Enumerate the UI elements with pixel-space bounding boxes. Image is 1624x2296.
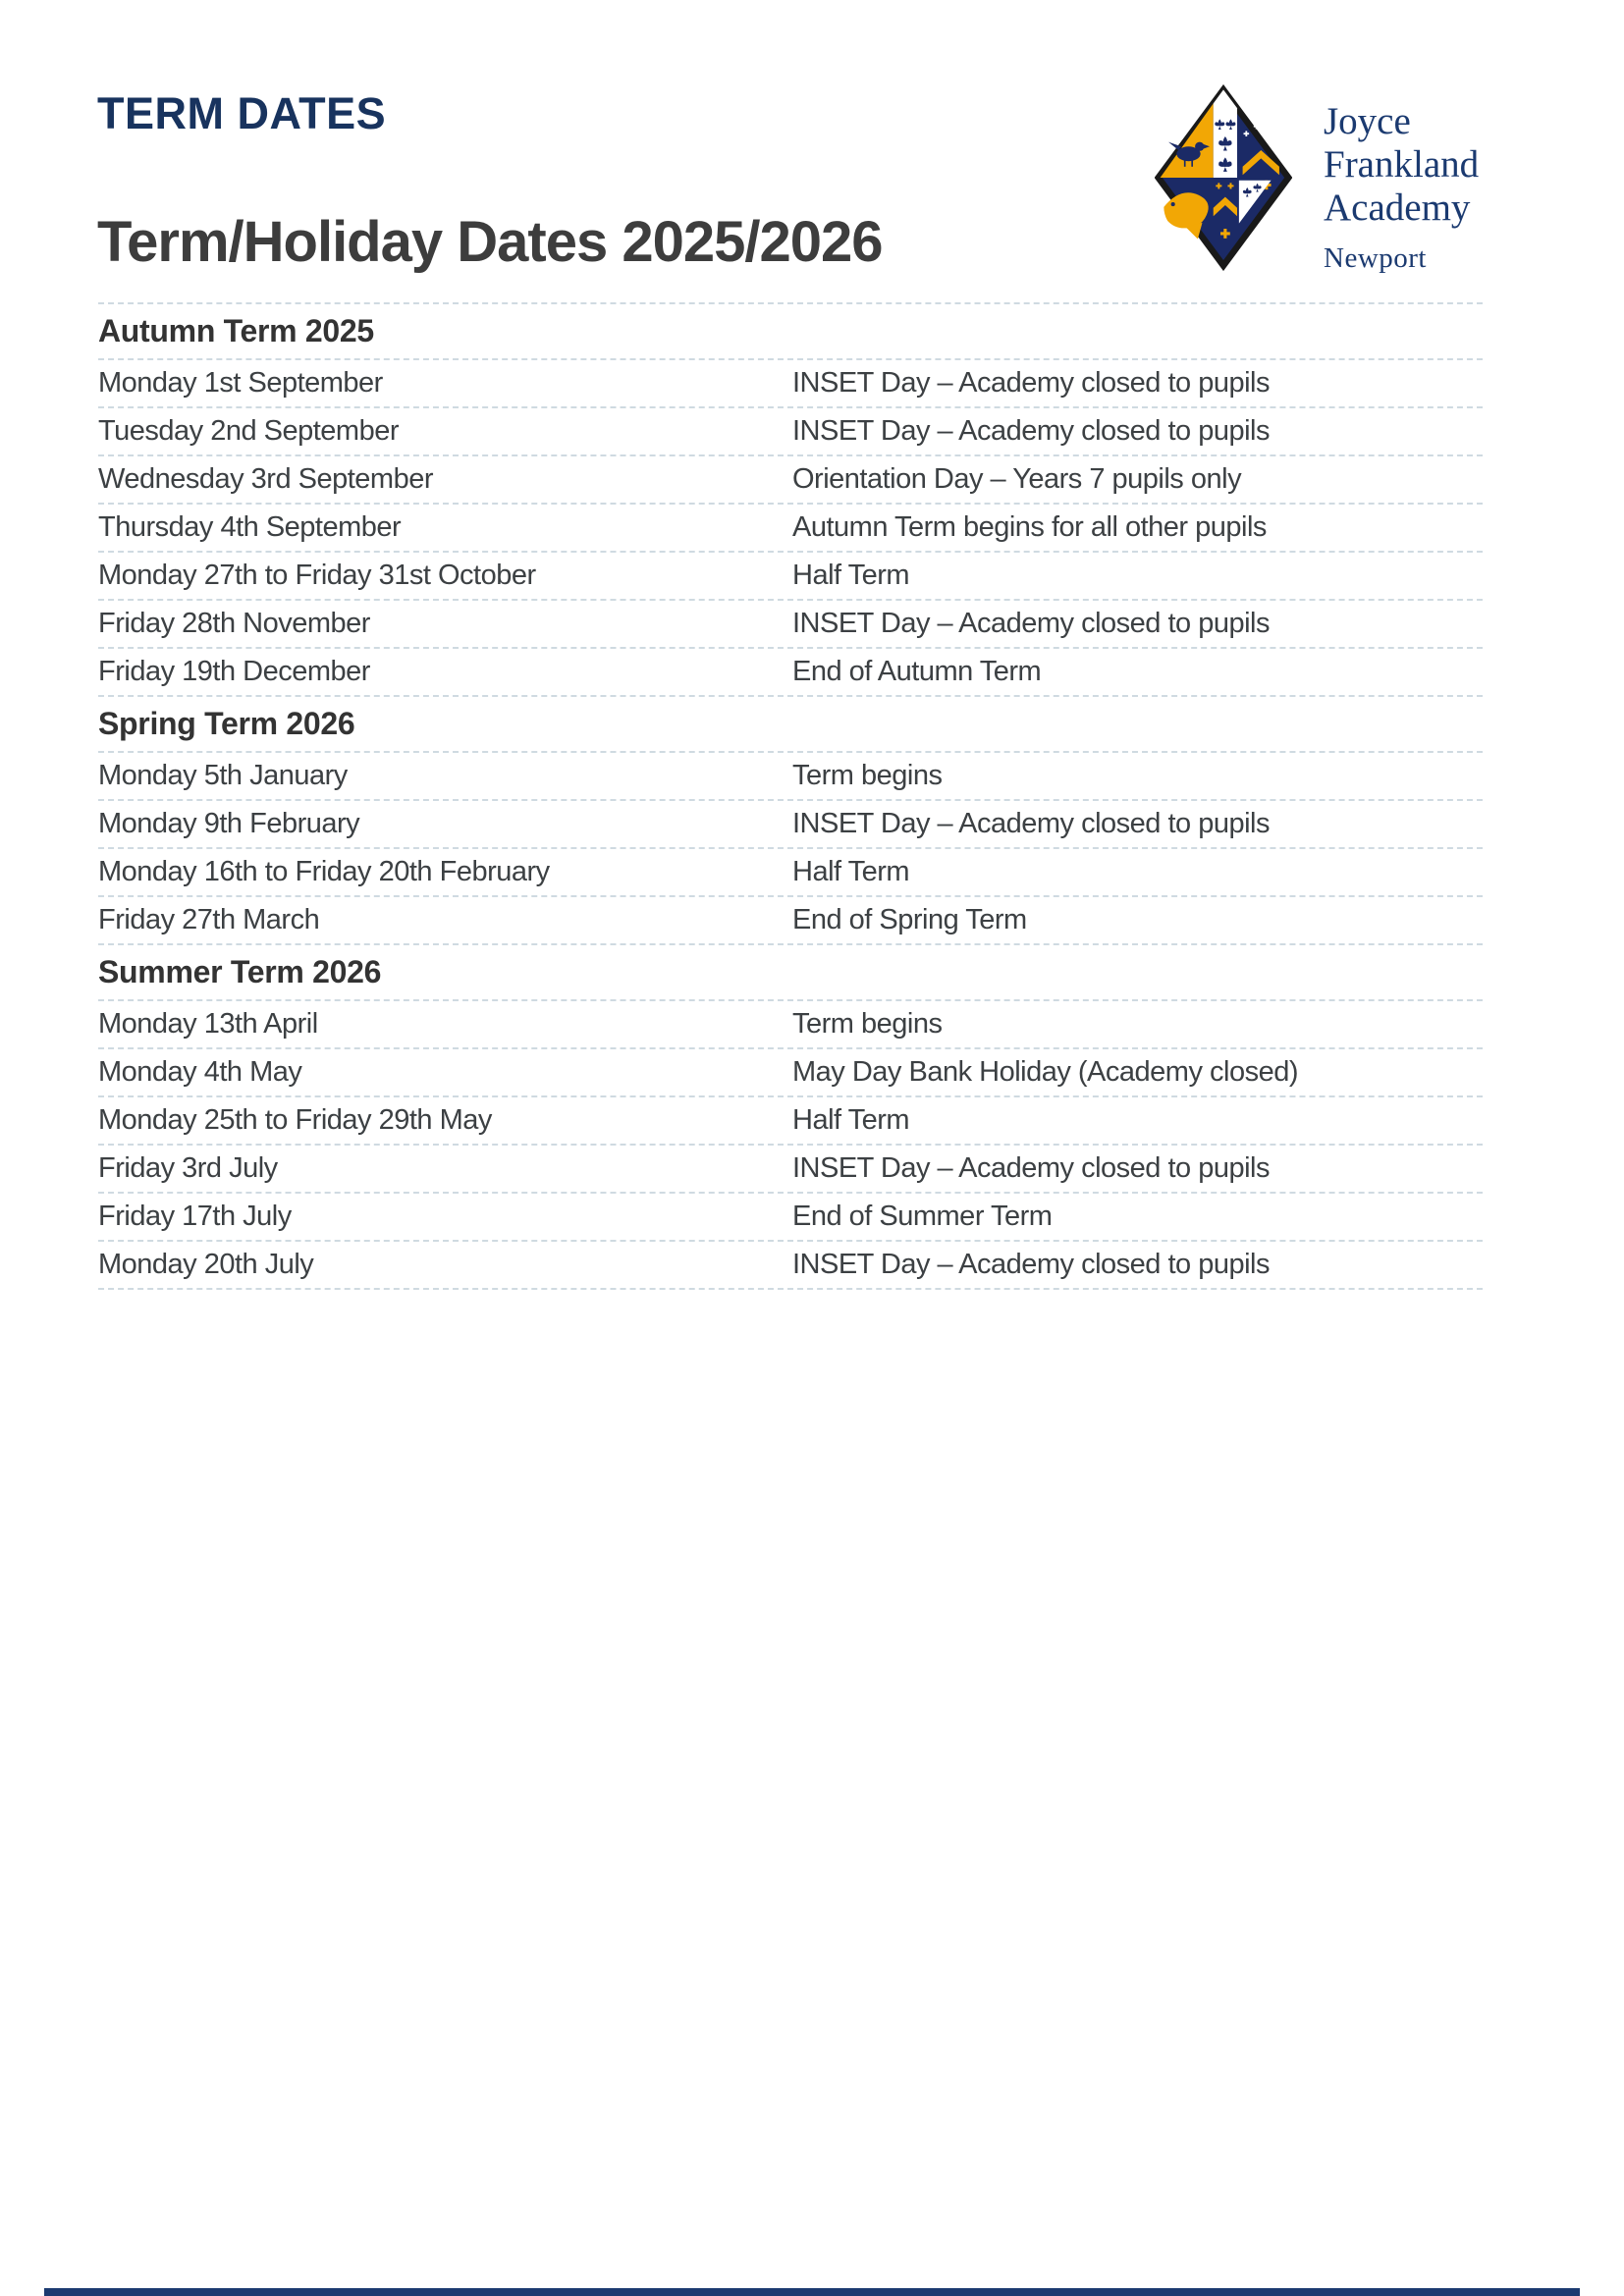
term-dates-table	[98, 302, 1483, 1290]
table-row	[98, 847, 1483, 895]
date-cell: Monday 5th January	[98, 760, 348, 791]
section-header-row	[98, 695, 1483, 751]
academy-logo	[1155, 84, 1479, 275]
date-cell: Thursday 4th September	[98, 511, 402, 543]
section-header-row	[98, 302, 1483, 358]
date-cell: Monday 9th February	[98, 808, 360, 839]
date-cell: Monday 25th to Friday 29th May	[98, 1104, 492, 1136]
table-row	[98, 1047, 1483, 1095]
event-cell: INSET Day – Academy closed to pupils	[792, 367, 1270, 399]
event-cell: INSET Day – Academy closed to pupils	[792, 808, 1270, 839]
section-header: Autumn Term 2025	[98, 313, 374, 348]
date-cell: Monday 20th July	[98, 1249, 314, 1280]
date-cell: Friday 3rd July	[98, 1152, 278, 1184]
academy-name-line: Academy	[1324, 187, 1471, 229]
date-cell: Monday 13th April	[98, 1008, 318, 1040]
table-row	[98, 1095, 1483, 1144]
event-cell: INSET Day – Academy closed to pupils	[792, 415, 1270, 447]
table-row	[98, 1192, 1483, 1240]
event-cell: End of Summer Term	[792, 1201, 1053, 1232]
event-cell: Half Term	[792, 560, 910, 591]
event-cell: INSET Day – Academy closed to pupils	[792, 1249, 1270, 1280]
event-cell: End of Spring Term	[792, 904, 1027, 935]
date-cell: Friday 19th December	[98, 656, 370, 687]
academy-crest-icon	[1155, 84, 1292, 271]
event-cell: Orientation Day – Years 7 pupils only	[792, 463, 1242, 495]
table-row	[98, 799, 1483, 847]
table-row	[98, 551, 1483, 599]
academy-name-line: Frankland	[1324, 143, 1480, 186]
academy-location: Newport	[1324, 242, 1427, 274]
table-row	[98, 751, 1483, 799]
date-cell: Tuesday 2nd September	[98, 415, 400, 447]
event-cell: Autumn Term begins for all other pupils	[792, 511, 1267, 543]
event-cell: Half Term	[792, 856, 910, 887]
event-cell: Term begins	[792, 760, 943, 791]
event-cell: End of Autumn Term	[792, 656, 1042, 687]
event-cell: May Day Bank Holiday (Academy closed)	[792, 1056, 1298, 1088]
section-header: Summer Term 2026	[98, 954, 382, 989]
date-cell: Monday 1st September	[98, 367, 383, 399]
event-cell: INSET Day – Academy closed to pupils	[792, 1152, 1270, 1184]
academy-name-line: Joyce	[1324, 100, 1411, 142]
event-cell: Half Term	[792, 1104, 910, 1136]
table-row	[98, 599, 1483, 647]
table-row	[98, 358, 1483, 406]
date-cell: Monday 4th May	[98, 1056, 302, 1088]
page-kicker: TERM DATES	[97, 88, 387, 138]
table-row	[98, 1240, 1483, 1288]
table-row	[98, 503, 1483, 551]
date-cell: Wednesday 3rd September	[98, 463, 434, 495]
table-row	[98, 647, 1483, 695]
page-title: Term/Holiday Dates 2025/2026	[97, 210, 883, 274]
date-cell: Friday 28th November	[98, 608, 370, 639]
table-row	[98, 999, 1483, 1047]
date-cell: Friday 27th March	[98, 904, 320, 935]
table-row	[98, 454, 1483, 503]
footer-rule	[44, 2288, 1580, 2296]
section-header: Spring Term 2026	[98, 706, 355, 741]
date-cell: Monday 16th to Friday 20th February	[98, 856, 550, 887]
section-header-row	[98, 943, 1483, 999]
event-cell: INSET Day – Academy closed to pupils	[792, 608, 1270, 639]
table-row	[98, 406, 1483, 454]
event-cell: Term begins	[792, 1008, 943, 1040]
table-row	[98, 1144, 1483, 1192]
date-cell: Friday 17th July	[98, 1201, 292, 1232]
date-cell: Monday 27th to Friday 31st October	[98, 560, 536, 591]
table-row	[98, 895, 1483, 943]
academy-name-block	[1324, 84, 1479, 275]
